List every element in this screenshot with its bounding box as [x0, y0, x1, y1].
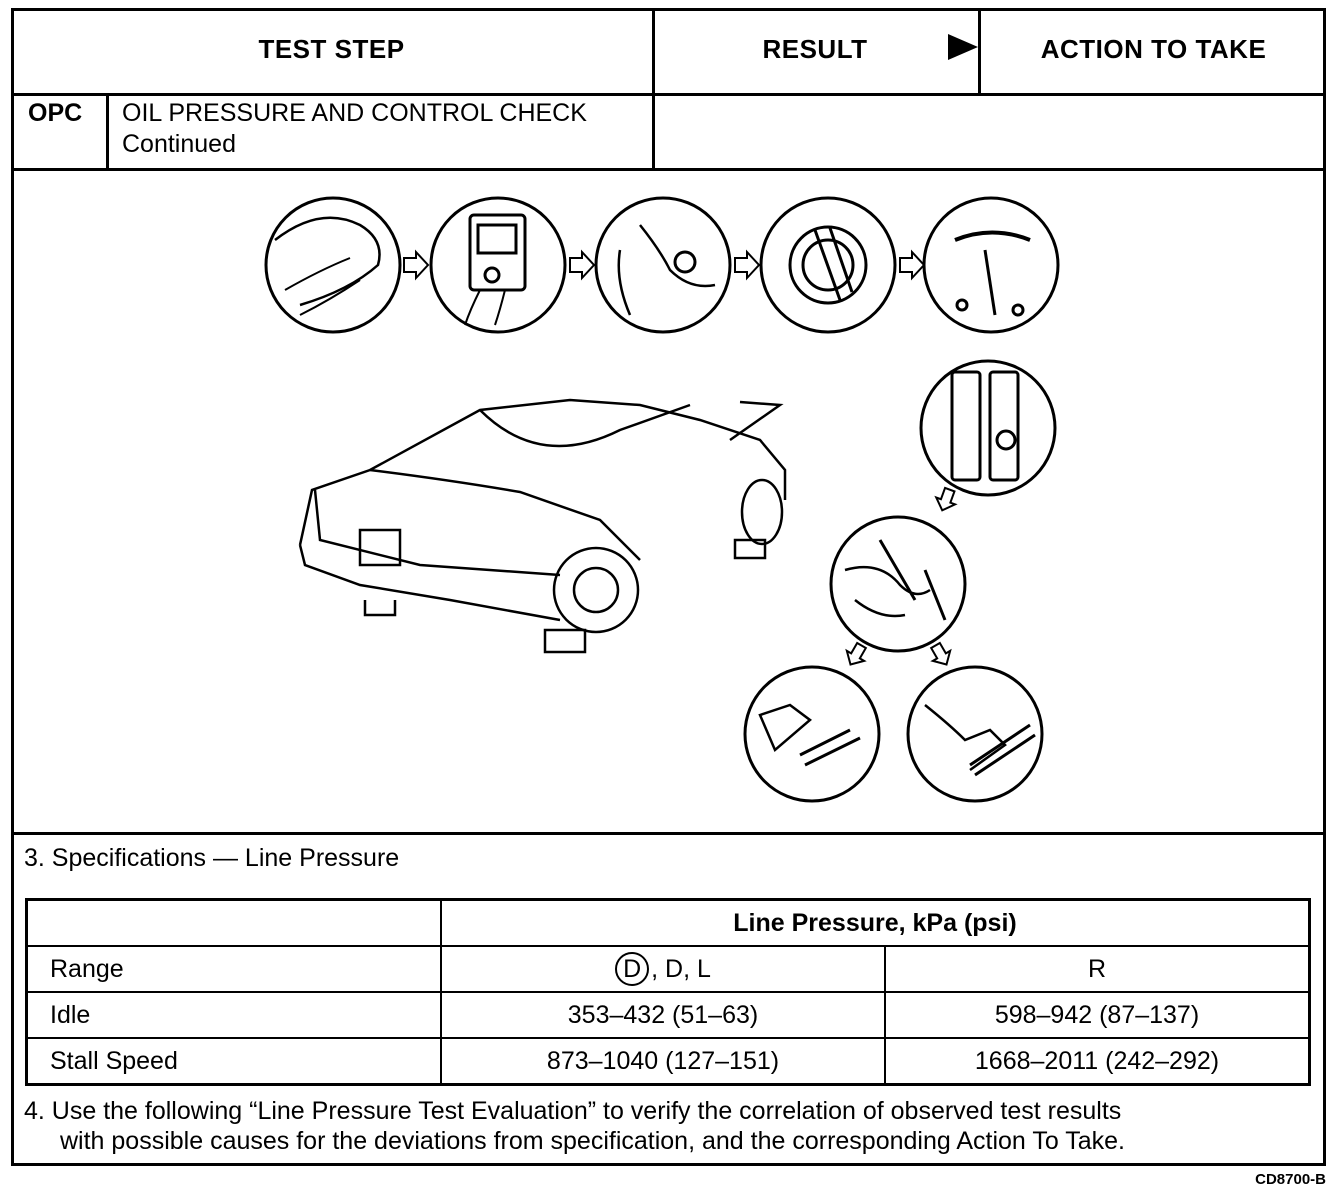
- arrow-right-icon: [735, 252, 759, 278]
- hand-icon: [266, 198, 400, 332]
- figure-id: CD8700-B: [1255, 1171, 1326, 1188]
- arrow-down-icon: [933, 486, 959, 514]
- row-value-1: 353–432 (51–63): [441, 992, 885, 1038]
- arrow-right-icon: [570, 252, 594, 278]
- arrow-down-icon: [842, 640, 870, 669]
- table-row: [27, 992, 1310, 1038]
- range-col-1-text: , D, L: [651, 955, 711, 983]
- shift-gate-icon: [921, 361, 1055, 495]
- step-4-line-2: with possible causes for the deviations from specification, and the corresponding Action To Take.: [60, 1127, 1125, 1155]
- table-caption: Line Pressure, kPa (psi): [441, 900, 1310, 947]
- section-code: OPC: [28, 99, 83, 127]
- gauge-box-icon: [431, 198, 565, 332]
- step-4-line-1: 4. Use the following “Line Pressure Test Evaluation” to verify the correlation of observed test results: [24, 1097, 1122, 1125]
- row-label: Stall Speed: [27, 1038, 442, 1085]
- result-header: RESULT: [762, 34, 868, 64]
- range-col-1: [441, 946, 885, 992]
- test-step-header: TEST STEP: [258, 34, 405, 64]
- section-subtitle: Continued: [122, 130, 236, 158]
- ignition-key-icon: [761, 198, 895, 332]
- tachometer-icon: [924, 198, 1058, 332]
- foot-pedal-icon-2: [908, 667, 1042, 801]
- range-col-2: R: [885, 946, 1310, 992]
- table-row: [27, 1038, 1310, 1085]
- hose-connection-icon: [596, 198, 730, 332]
- arrow-right-icon: [404, 252, 428, 278]
- line-pressure-table: [25, 898, 1311, 1086]
- brake-accelerator-icon: [831, 517, 965, 651]
- step-3-text: 3. Specifications — Line Pressure: [24, 844, 400, 872]
- row-label: Idle: [27, 992, 442, 1038]
- action-header: ACTION TO TAKE: [1040, 34, 1267, 64]
- circled-d-icon: D: [615, 952, 649, 986]
- table-corner: [27, 900, 442, 947]
- car-on-blocks-illustration: [300, 400, 785, 652]
- specs-divider: [11, 832, 1326, 835]
- range-label: Range: [27, 946, 442, 992]
- arrow-down-icon: [927, 640, 955, 669]
- row-value-1: 873–1040 (127–151): [441, 1038, 885, 1085]
- foot-pedal-icon-1: [745, 667, 879, 801]
- row-value-2: 598–942 (87–137): [885, 992, 1310, 1038]
- row-value-2: 1668–2011 (242–292): [885, 1038, 1310, 1085]
- arrow-right-icon: [900, 252, 924, 278]
- section-title: OIL PRESSURE AND CONTROL CHECK: [122, 99, 587, 127]
